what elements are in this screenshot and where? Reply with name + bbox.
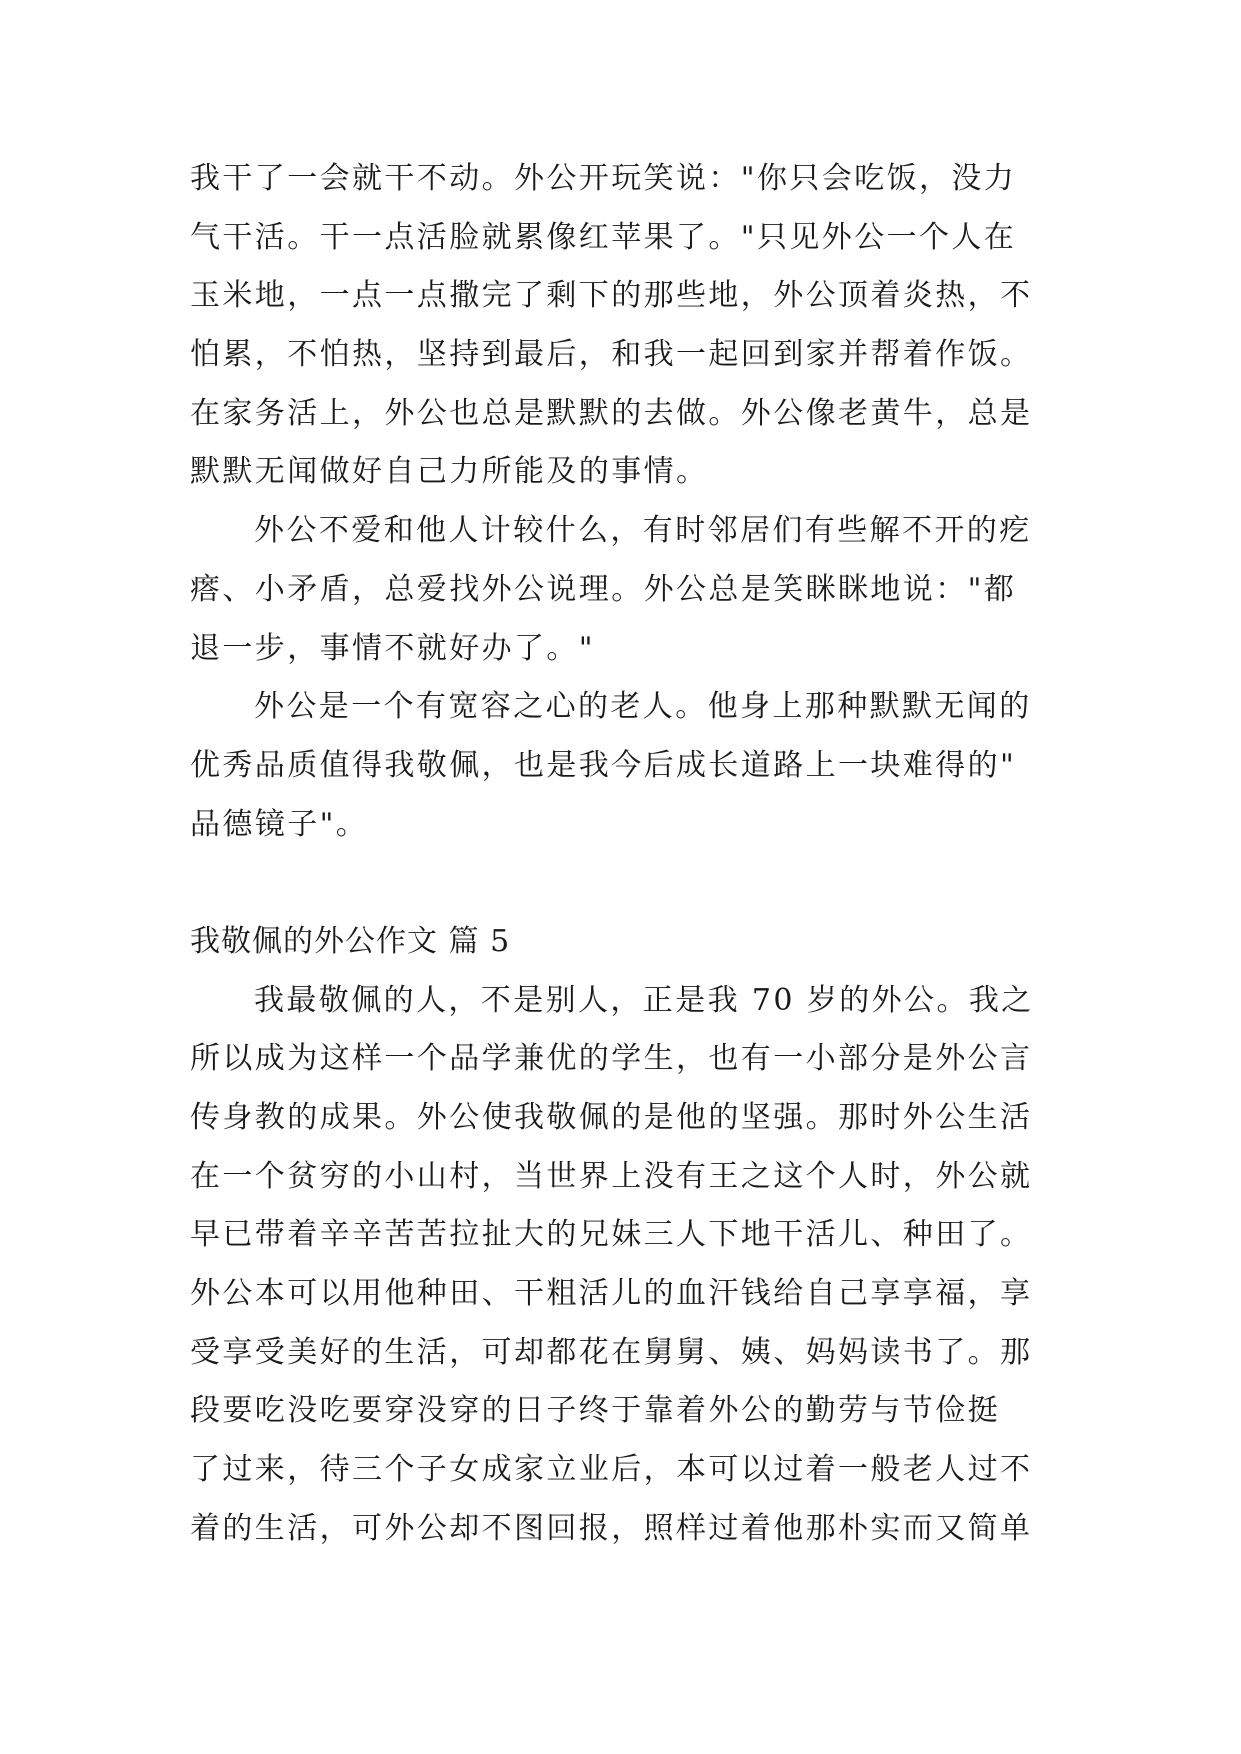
text-line: 在家务活上，外公也总是默默的去做。外公像老黄牛，总是 xyxy=(190,395,1033,431)
text-line: 优秀品质值得我敬佩，也是我今后成长道路上一块难得的" xyxy=(190,747,1017,783)
essay-heading: 我敬佩的外公作文 篇 5 xyxy=(190,923,511,959)
text-line: 默默无闻做好自己力所能及的事情。 xyxy=(190,454,709,490)
paragraph-neighbors xyxy=(190,502,1060,678)
blank-line xyxy=(190,854,1060,913)
text-line: 在一个贫穷的小山村，当世界上没有王之这个人时，外公就 xyxy=(190,1158,1033,1194)
text-line: 玉米地，一点一点撒完了剩下的那些地，外公顶着炎热，不 xyxy=(190,278,1033,314)
text-line: 受享受美好的生活，可却都花在舅舅、姨、妈妈读书了。那 xyxy=(190,1334,1033,1370)
text-line: 传身教的成果。外公使我敬佩的是他的坚强。那时外公生活 xyxy=(190,1100,1033,1135)
text-line: 外公是一个有宽容之心的老人。他身上那种默默无闻的 xyxy=(254,689,1032,725)
paragraph-essay-5 xyxy=(190,972,1060,1559)
text-line: 所以成为这样一个品学兼优的学生，也有一小部分是外公言 xyxy=(190,1041,1033,1077)
document-page xyxy=(190,150,1060,1559)
text-line: 着的生活，可外公却不图回报，照样过着他那朴实而又简单 xyxy=(190,1510,1033,1546)
text-line: 外公不爱和他人计较什么，有时邻居们有些解不开的疙 xyxy=(254,513,1032,549)
text-line: 段要吃没吃要穿没穿的日子终于靠着外公的勤劳与节俭挺 xyxy=(190,1393,1000,1429)
text-line: 品德镜子"。 xyxy=(190,806,369,842)
paragraph-conclusion xyxy=(190,678,1060,854)
paragraph-continued xyxy=(190,150,1060,502)
text-line: 外公本可以用他种田、干粗活儿的血汗钱给自己享享福，享 xyxy=(190,1276,1033,1312)
text-line: 早已带着辛辛苦苦拉扯大的兄妹三人下地干活儿、种田了。 xyxy=(190,1217,1033,1253)
text-line: 气干活。干一点活脸就累像红苹果了。"只见外公一个人在 xyxy=(190,219,1017,255)
text-line: 了过来，待三个子女成家立业后，本可以过着一般老人过不 xyxy=(190,1452,1033,1488)
text-line: 我最敬佩的人，不是别人，正是我 70 岁的外公。我之 xyxy=(254,982,1034,1018)
text-line: 瘩、小矛盾，总爱找外公说理。外公总是笑眯眯地说："都 xyxy=(190,571,1017,607)
text-line: 我干了一会就干不动。外公开玩笑说："你只会吃饭，没力 xyxy=(190,161,1017,196)
text-line: 怕累，不怕热，坚持到最后，和我一起回到家并帮着作饭。 xyxy=(190,337,1033,373)
text-line: 退一步，事情不就好办了。" xyxy=(190,630,595,666)
